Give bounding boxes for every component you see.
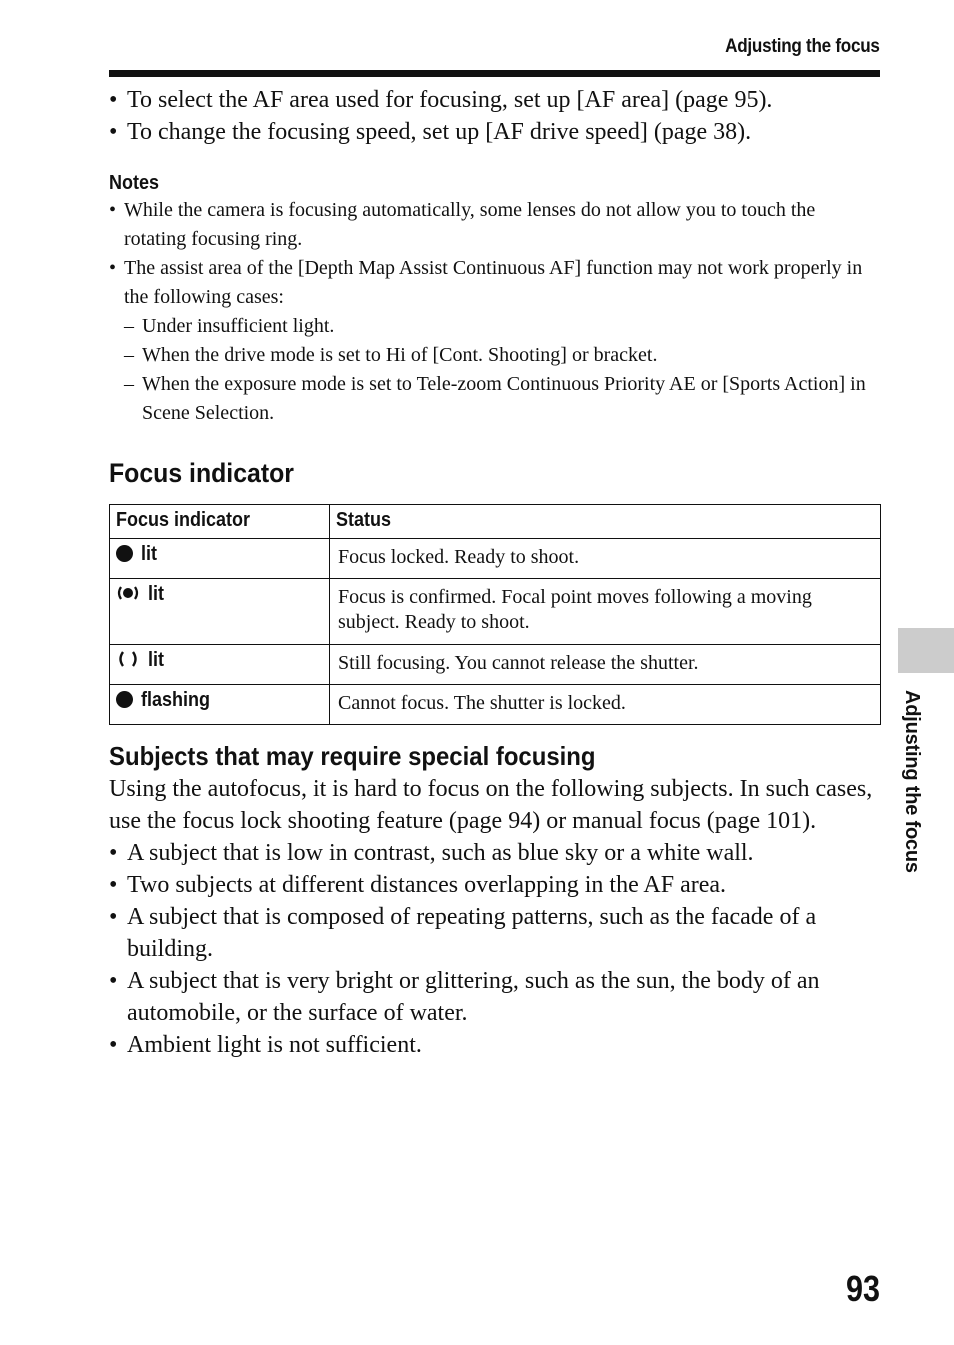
page-content — [109, 84, 880, 1061]
table-cell: Focus locked. Ready to shoot. — [330, 539, 881, 579]
list-item: • A subject that is low in contrast, such as blue sky or a white wall. — [109, 837, 880, 869]
list-item: – When the drive mode is set to Hi of [Cont. Shooting] or bracket. — [109, 341, 880, 370]
table-cell: lit — [110, 539, 330, 579]
list-item: • To change the focusing speed, set up [AF drive speed] (page 38). — [109, 116, 880, 148]
header-rule — [109, 70, 880, 77]
table-cell: Still focusing. You cannot release the shutter. — [330, 645, 881, 685]
table-row — [110, 645, 881, 685]
notes-sublist — [109, 312, 880, 428]
list-item: • Two subjects at different distances overlapping in the AF area. — [109, 869, 880, 901]
side-tab-label: Adjusting the focus — [901, 690, 923, 873]
list-item: • Ambient light is not sufficient. — [109, 1029, 880, 1061]
arcs-icon — [116, 650, 140, 674]
section-heading-special-focusing: Subjects that may require special focusing — [109, 741, 596, 771]
column-header: Focus indicator — [110, 505, 330, 539]
list-item: • To select the AF area used for focusing, set up [AF area] (page 95). — [109, 84, 880, 116]
special-focusing-list — [109, 837, 880, 1061]
list-item: – Under insufficient light. — [109, 312, 880, 341]
table-cell: lit — [110, 645, 330, 685]
focus-indicator-table — [109, 504, 881, 725]
notes-heading: Notes — [109, 172, 160, 194]
table-row — [110, 685, 881, 725]
notes-block — [109, 196, 880, 428]
list-item: • A subject that is very bright or glittering, such as the sun, the body of an automobile, or the surface of water. — [109, 965, 880, 1029]
column-header: Status — [330, 505, 881, 539]
side-tab-marker — [898, 628, 954, 673]
table-cell: Cannot focus. The shutter is locked. — [330, 685, 881, 725]
table-row — [110, 539, 881, 579]
solid-dot-icon — [116, 545, 133, 562]
table-cell: Focus is confirmed. Focal point moves following a moving subject. Ready to shoot. — [330, 579, 881, 645]
list-item: • A subject that is composed of repeating patterns, such as the facade of a building. — [109, 901, 880, 965]
list-item: • While the camera is focusing automatically, some lenses do not allow you to touch the rotating focusing ring. — [109, 196, 880, 254]
running-head: Adjusting the focus — [725, 36, 880, 57]
table-cell: lit — [110, 579, 330, 645]
table-cell: flashing — [110, 685, 330, 725]
table-header-row — [110, 505, 881, 539]
dot-with-arcs-icon — [116, 584, 140, 608]
special-focusing-intro: Using the autofocus, it is hard to focus on the following subjects. In such cases, use the focus lock shooting feature (page 94) or manual focus (page 101). — [109, 776, 873, 834]
table-row — [110, 579, 881, 645]
notes-list — [109, 196, 880, 312]
section-heading-focus-indicator: Focus indicator — [109, 458, 294, 488]
note-text: The assist area of the [Depth Map Assist Continuous AF] function may not work properly in the following cases: — [124, 257, 863, 308]
list-item: – When the exposure mode is set to Tele-zoom Continuous Priority AE or [Sports Action] in Scene Selection. — [109, 370, 880, 428]
page-number: 93 — [845, 1268, 880, 1309]
solid-dot-icon — [116, 691, 133, 708]
list-item — [109, 254, 880, 312]
intro-bullet-list — [109, 84, 880, 148]
